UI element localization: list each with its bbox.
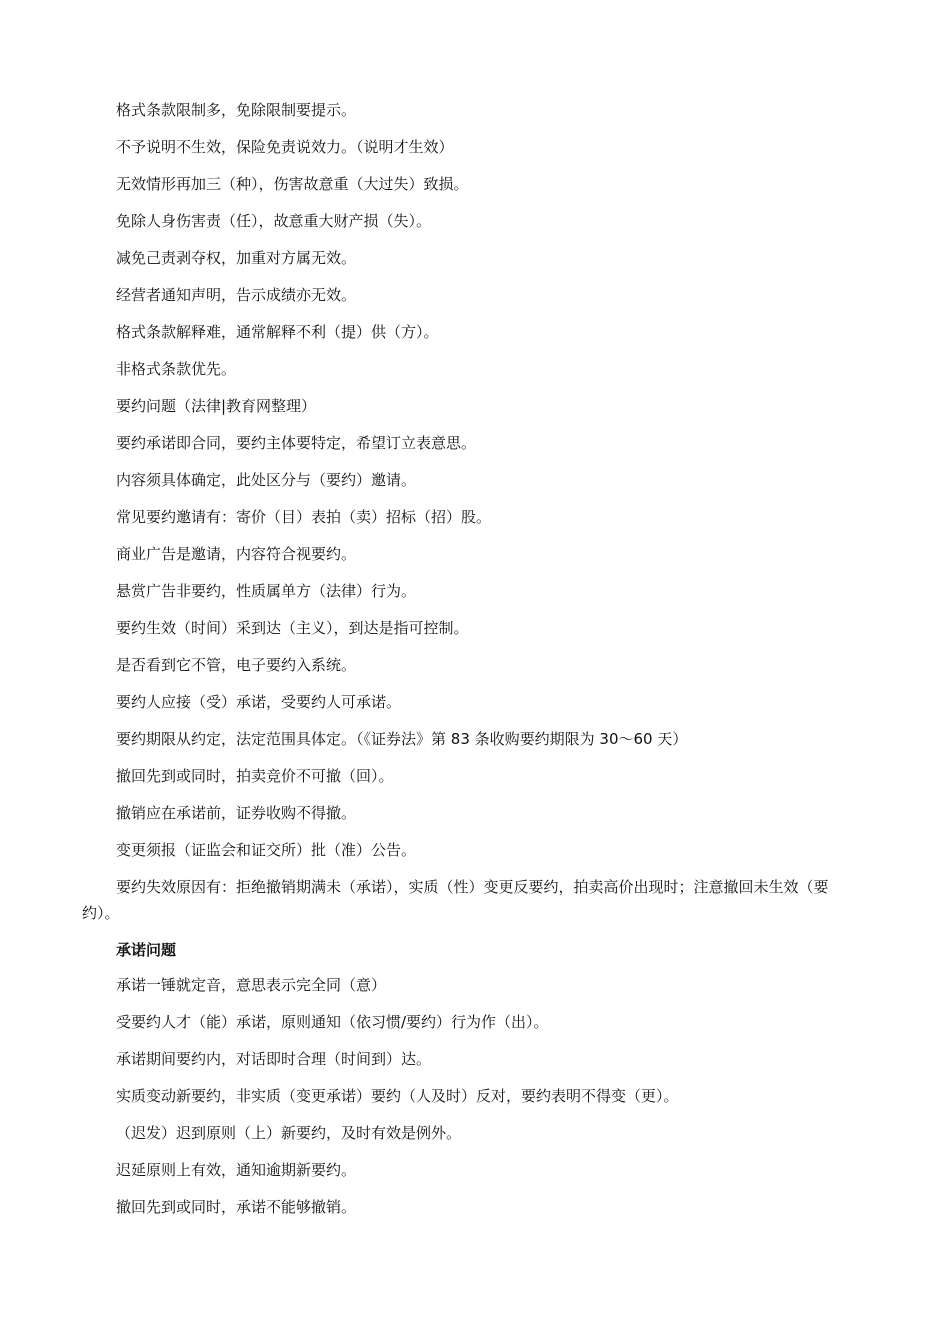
paragraph: 迟延原则上有效，通知逾期新要约。 xyxy=(116,1161,357,1179)
paragraph: 要约人应接（受）承诺，受要约人可承诺。 xyxy=(116,693,402,711)
section-heading-acceptance: 承诺问题 xyxy=(116,941,177,959)
document-body xyxy=(82,92,862,1226)
paragraph: 承诺一锤就定音，意思表示完全同（意） xyxy=(116,976,387,994)
paragraph: 格式条款解释难，通常解释不利（提）供（方）。 xyxy=(116,323,439,341)
paragraph: 是否看到它不管，电子要约入系统。 xyxy=(116,656,357,674)
paragraph: 无效情形再加三（种），伤害故意重（大过失）致损。 xyxy=(116,175,469,193)
paragraph: 内容须具体确定，此处区分与（要约）邀请。 xyxy=(116,471,417,489)
paragraph: 承诺期间要约内，对话即时合理（时间到）达。 xyxy=(116,1050,432,1068)
paragraph: 受要约人才（能）承诺，原则通知（依习惯/要约）行为作（出）。 xyxy=(116,1013,549,1031)
section-subtitle-offer: 要约问题（法律|教育网整理） xyxy=(116,397,317,415)
paragraph: 撤回先到或同时，拍卖竞价不可撤（回）。 xyxy=(116,767,394,785)
paragraph: 要约承诺即合同，要约主体要特定，希望订立表意思。 xyxy=(116,434,477,452)
paragraph: 商业广告是邀请，内容符合视要约。 xyxy=(116,545,357,563)
paragraph: （迟发）迟到原则（上）新要约，及时有效是例外。 xyxy=(116,1124,462,1142)
paragraph: 要约期限从约定，法定范围具体定。（《证券法》第 83 条收购要约期限为 30～60 天） xyxy=(116,730,688,748)
paragraph: 悬赏广告非要约，性质属单方（法律）行为。 xyxy=(116,582,417,600)
paragraph: 常见要约邀请有：寄价（目）表拍（卖）招标（招）股。 xyxy=(116,508,492,526)
paragraph: 要约生效（时间）采到达（主义），到达是指可控制。 xyxy=(116,619,469,637)
paragraph: 撤销应在承诺前，证券收购不得撤。 xyxy=(116,804,357,822)
paragraph: 经营者通知声明，告示成绩亦无效。 xyxy=(116,286,357,304)
paragraph: 要约失效原因有：拒绝撤销期满未（承诺），实质（性）变更反要约，拍卖高价出现时；注意撤回未生效（要约）。 xyxy=(82,878,829,922)
paragraph: 格式条款限制多，免除限制要提示。 xyxy=(116,101,357,119)
paragraph: 实质变动新要约，非实质（变更承诺）要约（人及时）反对，要约表明不得变（更）。 xyxy=(116,1087,679,1105)
paragraph: 不予说明不生效，保险免责说效力。（说明才生效） xyxy=(116,138,454,156)
paragraph: 免除人身伤害责（任），故意重大财产损（失）。 xyxy=(116,212,432,230)
paragraph: 变更须报（证监会和证交所）批（准）公告。 xyxy=(116,841,417,859)
paragraph: 撤回先到或同时，承诺不能够撤销。 xyxy=(116,1198,357,1216)
paragraph: 减免己责剥夺权，加重对方属无效。 xyxy=(116,249,357,267)
paragraph: 非格式条款优先。 xyxy=(116,360,237,378)
